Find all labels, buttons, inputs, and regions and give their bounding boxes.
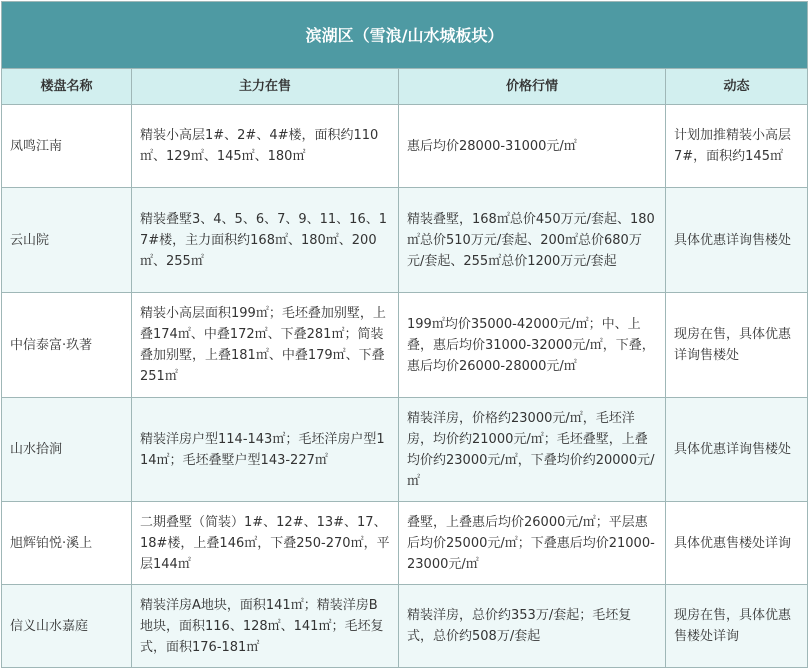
main-sale: 精装洋房户型114-143㎡；毛坯洋房户型114㎡；毛坯叠墅户型143-227㎡ xyxy=(132,398,399,502)
table-row xyxy=(2,585,808,668)
price-info: 199㎡均价35000-42000元/㎡；中、上叠，惠后均价31000-32000元/㎡，下叠，惠后均价26000-28000元/㎡ xyxy=(399,293,666,398)
property-name: 旭辉铂悦·溪上 xyxy=(2,502,132,585)
status-info: 现房在售，具体优惠详询售楼处 xyxy=(666,293,808,398)
main-sale: 精装洋房A地块，面积141㎡；精装洋房B地块，面积116、128㎡、141㎡；毛坯复式，面积176-181㎡ xyxy=(132,585,399,668)
status-info: 具体优惠详询售楼处 xyxy=(666,398,808,502)
property-name: 中信泰富·玖著 xyxy=(2,293,132,398)
price-info: 精装叠墅，168㎡总价450万元/套起、180㎡总价510万元/套起、200㎡总价680万元/套起、255㎡总价1200万元/套起 xyxy=(399,188,666,293)
table-row xyxy=(2,188,808,293)
status-info: 具体优惠详询售楼处 xyxy=(666,188,808,293)
table-row xyxy=(2,105,808,188)
status-info: 具体优惠售楼处详询 xyxy=(666,502,808,585)
header-status: 动态 xyxy=(666,69,808,105)
header-name: 楼盘名称 xyxy=(2,69,132,105)
main-sale: 精装叠墅3、4、5、6、7、9、11、16、17#楼，主力面积约168㎡、180㎡、200㎡、255㎡ xyxy=(132,188,399,293)
status-info: 计划加推精装小高层7#，面积约145㎡ xyxy=(666,105,808,188)
table-row xyxy=(2,502,808,585)
property-name: 云山院 xyxy=(2,188,132,293)
main-sale: 二期叠墅（简装）1#、12#、13#、17、18#楼，上叠146㎡，下叠250-270㎡，平层144㎡ xyxy=(132,502,399,585)
header-price: 价格行情 xyxy=(399,69,666,105)
price-info: 精装洋房，总价约353万/套起；毛坯复式，总价约508万/套起 xyxy=(399,585,666,668)
property-table xyxy=(1,1,808,668)
table-title: 滨湖区（雪浪/山水城板块） xyxy=(2,2,808,69)
property-name: 凤鸣江南 xyxy=(2,105,132,188)
price-info: 精装洋房，价格约23000元/㎡，毛坯洋房，均价约21000元/㎡；毛坯叠墅，上叠均价约23000元/㎡，下叠均价约20000元/㎡ xyxy=(399,398,666,502)
table-title-row xyxy=(2,2,808,69)
header-main: 主力在售 xyxy=(132,69,399,105)
table-row xyxy=(2,293,808,398)
price-info: 叠墅，上叠惠后均价26000元/㎡；平层惠后均价25000元/㎡；下叠惠后均价21000-23000元/㎡ xyxy=(399,502,666,585)
property-name: 山水拾涧 xyxy=(2,398,132,502)
property-name: 信义山水嘉庭 xyxy=(2,585,132,668)
main-sale: 精装小高层面积199㎡；毛坯叠加别墅，上叠174㎡、中叠172㎡、下叠281㎡；简装叠加别墅，上叠181㎡、中叠179㎡、下叠251㎡ xyxy=(132,293,399,398)
table-row xyxy=(2,398,808,502)
status-info: 现房在售，具体优惠售楼处详询 xyxy=(666,585,808,668)
table-header-row xyxy=(2,69,808,105)
price-info: 惠后均价28000-31000元/㎡ xyxy=(399,105,666,188)
main-sale: 精装小高层1#、2#、4#楼，面积约110㎡、129㎡、145㎡、180㎡ xyxy=(132,105,399,188)
